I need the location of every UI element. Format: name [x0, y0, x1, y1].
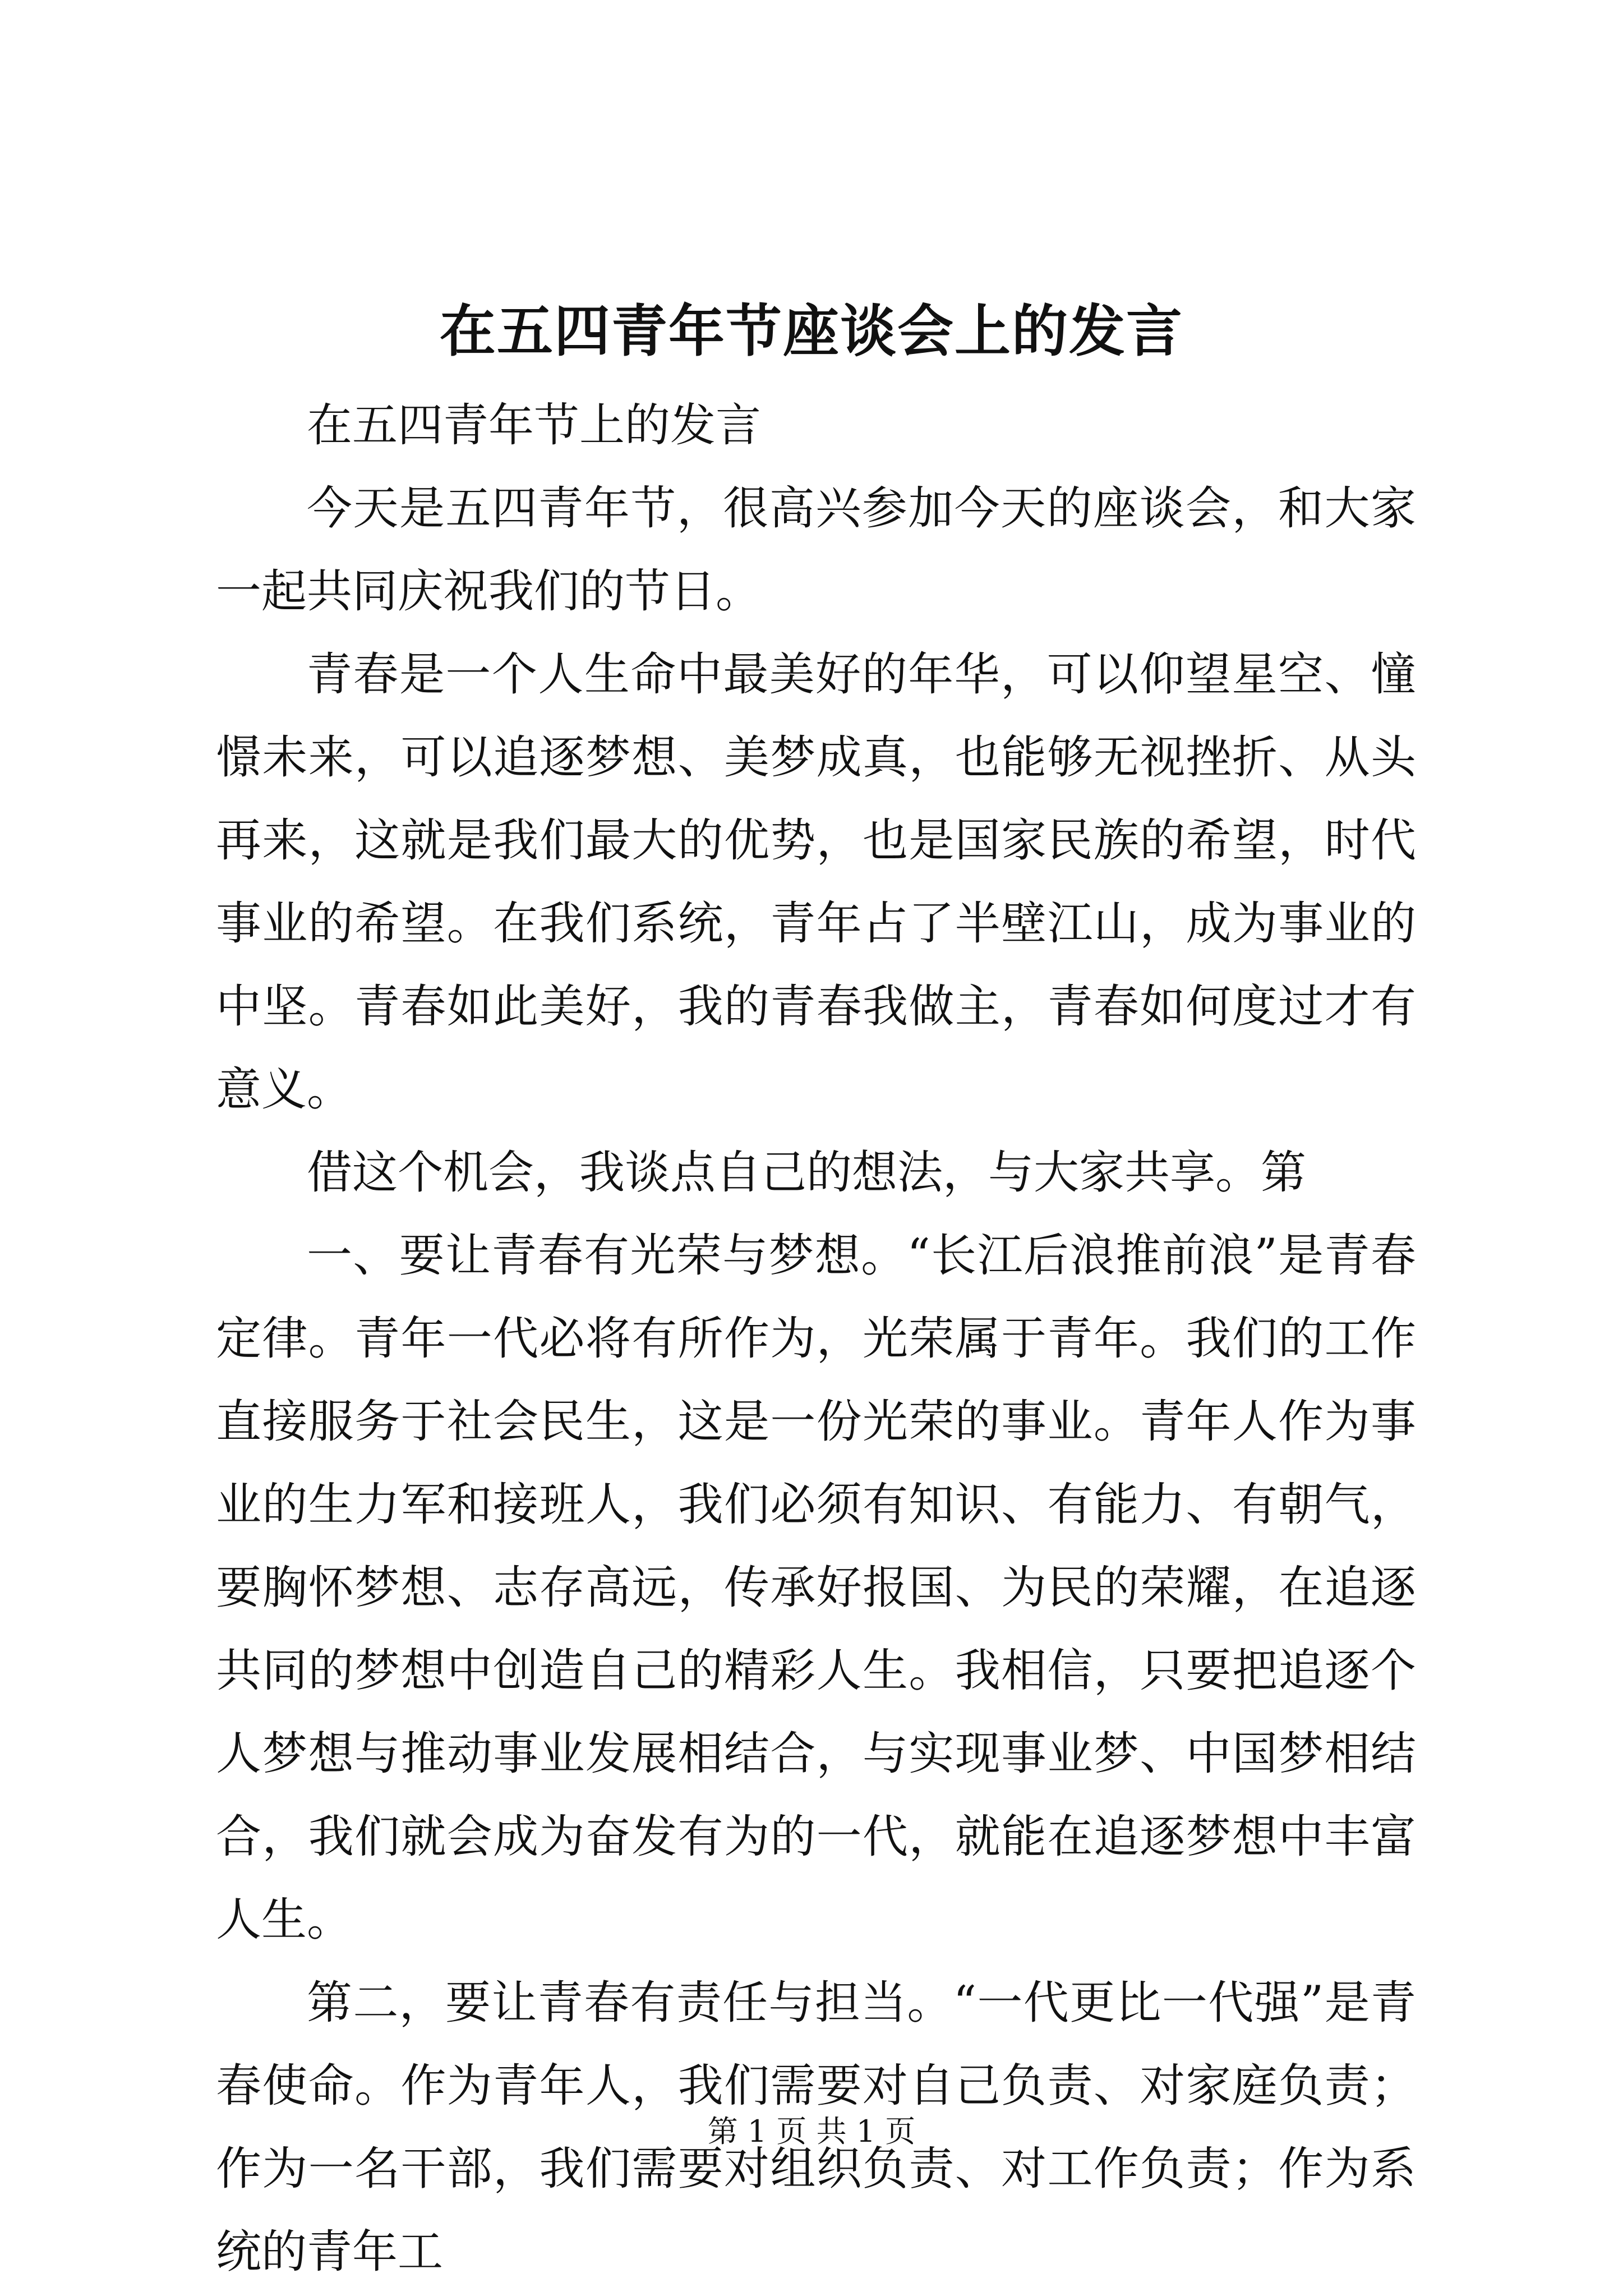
paragraph-opening: 今天是五四青年节，很高兴参加今天的座谈会，和大家一起共同庆祝我们的节日。 [216, 482, 1416, 618]
document-body [216, 384, 1416, 2294]
paragraph-point-one: 一、要让青春有光荣与梦想。“长江后浪推前浪”是青春定律。青年一代必将有所作为，光荣属于青年。我们的工作直接服务于社会民生，这是一份光荣的事业。青年人作为事业的生力军和接班人，我们必须有知识、有能力、有朝气，要胸怀梦想、志存高远，传承好报国、为民的荣耀，在追逐共同的梦想中创造自己的精彩人生。我相信，只要把追逐个人梦想与推动事业发展相结合，与实现事业梦、中国梦相结合，我们就会成为奋发有为的一代，就能在追逐梦想中丰富人生。 [216, 1230, 1416, 1947]
paragraph-intro-points: 借这个机会，我谈点自己的想法，与大家共享。第 [307, 1147, 1307, 1199]
paragraph-subtitle: 在五四青年节上的发言 [307, 399, 762, 452]
paragraph-youth: 青春是一个人生命中最美好的年华，可以仰望星空、憧憬未来，可以追逐梦想、美梦成真，也能够无视挫折、从头再来，这就是我们最大的优势，也是国家民族的希望，时代事业的希望。在我们系统，青年占了半壁江山，成为事业的中坚。青春如此美好，我的青春我做主，青春如何度过才有意义。 [216, 648, 1416, 1116]
paragraph-point-two: 第二，要让青春有责任与担当。“一代更比一代强”是青春使命。作为青年人，我们需要对自己负责、对家庭负责；作为一名干部，我们需要对组织负责、对工作负责；作为系统的青年工 [216, 1977, 1416, 2279]
page-footer: 第 1 页 共 1 页 [707, 2114, 916, 2149]
document-title: 在五四青年节座谈会上的发言 [440, 298, 1183, 364]
